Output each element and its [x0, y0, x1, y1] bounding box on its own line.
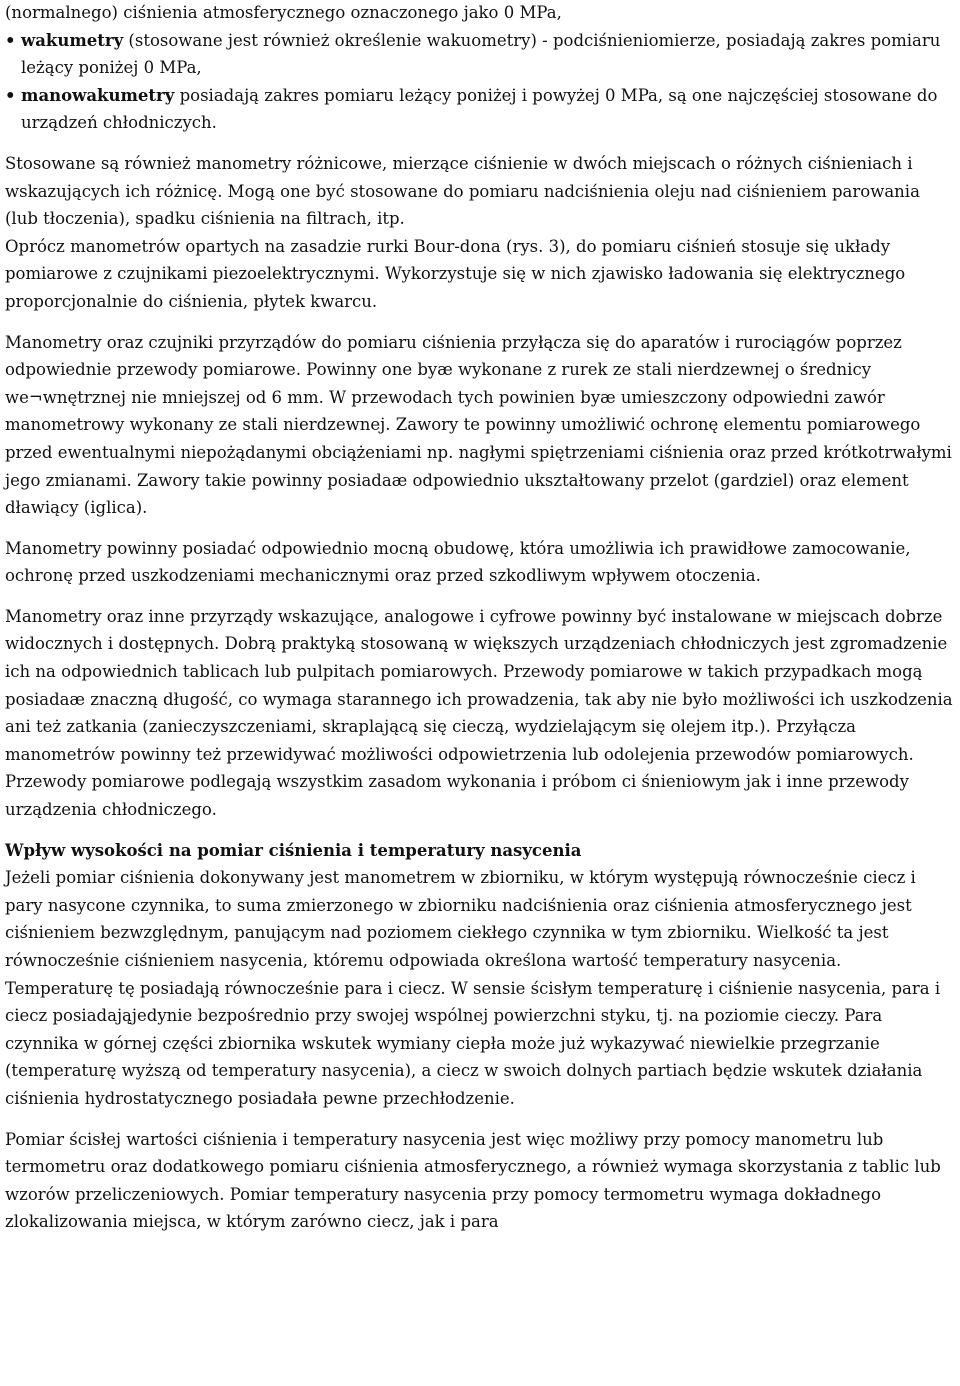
- section-heading: Wpływ wysokości na pomiar ciśnienia i temperatury nasycenia: [5, 840, 582, 860]
- list-item-term: wakumetry: [21, 30, 124, 50]
- list-item: [5, 27, 954, 82]
- paragraph-piezoelectric-sensors: Oprócz manometrów opartych na zasadzie rurki Bour-dona (rys. 3), do pomiaru ciśnień stosuje się układy pomiarowe z czujnikami piezoelektrycznymi. Wykorzystuje się w nich zjawisko ładowania się elektrycznego proporcjonalnie do ciśnienia, płytek kwarcu.: [5, 236, 906, 311]
- lead-text: (normalnego) ciśnienia atmosferycznego oznaczonego jako 0 MPa,: [5, 3, 562, 22]
- paragraph-gauge-housing: Manometry powinny posiadać odpowiednio mocną obudowę, która umożliwia ich prawidłowe zamocowanie, ochronę przed uszkodzeniami mechanicznymi oraz przed szkodliwym wpływem otoczenia.: [5, 538, 911, 586]
- gauge-type-list: [5, 27, 954, 137]
- paragraph-saturation-measurement: Pomiar ścisłej wartości ciśnienia i temperatury nasycenia jest więc możliwy przy pomocy manometru lub termometru oraz dodatkowego pomiaru ciśnienia atmosferycznego, a również wymaga skorzystania z tablic lub wzorów przeliczeniowych. Pomiar temperatury nasycenia przy pomocy termometru wymaga dokładnego zlokalizowania miejsca, w którym zarówno ciecz, jak i para: [5, 1129, 941, 1232]
- paragraph-saturation-pressure: Jeżeli pomiar ciśnienia dokonywany jest manometrem w zbiorniku, w którym występują równocześnie ciecz i pary nasycone czynnika, to suma zmierzonego w zbiorniku nadciśnienia oraz ciśnienia atmosferycznego jest ciśnieniem bezwzględnym, panującym nad poziomem ciekłego czynnika w tym zbiorniku. Wielkość ta jest równocześnie ciśnieniem nasycenia, któremu odpowiada określona wartość temperatury nasycenia. Temperaturę tę posiadają równocześnie para i ciecz. W sensie ścisłym temperaturę i ciśnienie nasycenia, para i ciecz posiadająjedynie bezpośrednio przy swojej wspólnej powierzchni styku, tj. na poziomie cieczy. Para czynnika w górnej części zbiornika wskutek wymiany ciepła może już wykazywać niewielkie przegrzanie (temperaturę wyższą od temperatury nasycenia), a ciecz w swoich dolnych partiach będzie wskutek działania ciśnienia hydrostatycznego posiadała pewne przechłodzenie.: [5, 868, 941, 1108]
- list-item-text: (stosowane jest również określenie wakuometry) - podciśnieniomierze, posiadają zakres pomiaru leżący poniżej 0 MPa,: [21, 30, 941, 78]
- list-item: [5, 82, 954, 137]
- paragraph-measurement-lines: Manometry oraz czujniki przyrządów do pomiaru ciśnienia przyłącza się do aparatów i rurociągów poprzez odpowiednie przewody pomiarowe. Powinny one byæ wykonane z rurek ze stali nierdzewnej o średnicy we¬wnętrznej nie mniejszej od 6 mm. W przewodach tych powinien byæ umieszczony odpowiedni zawór manometrowy wykonany ze stali nierdzewnej. Zawory te powinny umożliwić ochronę elementu pomiarowego przed ewentualnymi niepożądanymi obciążeniami np. nagłymi spiętrzeniami ciśnienia oraz przed krótkotrwałymi jego zmianami. Zawory takie powinny posiadaæ odpowiednio ukształtowany przelot (gardziel) oraz element dławiący (iglica).: [5, 332, 952, 518]
- paragraph-instrument-installation: Manometry oraz inne przyrządy wskazujące, analogowe i cyfrowe powinny być instalowane w miejscach dobrze widocznych i dostępnych. Dobrą praktyką stosowaną w większych urządzeniach chłodniczych jest zgromadzenie ich na odpowiednich tablicach lub pulpitach pomiarowych. Przewody pomiarowe w takich przypadkach mogą posiadaæ znaczną długość, co wymaga starannego ich prowadzenia, tak aby nie było możliwości ich uszkodzenia ani też zatkania (zanieczyszczeniami, skraplającą się cieczą, wydzielającym się olejem itp.). Przyłącza manometrów powinny też przewidywać możliwości odpowietrzenia lub odolejenia przewodów pomiarowych. Przewody pomiarowe podlegają wszystkim zasadom wykonania i próbom ci śnieniowym jak i inne przewody urządzenia chłodniczego.: [5, 606, 953, 820]
- paragraph-differential-gauges: Stosowane są również manometry różnicowe, mierzące ciśnienie w dwóch miejscach o różnych ciśnieniach i wskazujących ich różnicę. Mogą one być stosowane do pomiaru nadciśnienia oleju nad ciśnieniem parowania (lub tłoczenia), spadku ciśnienia na filtrach, itp.: [5, 153, 920, 229]
- list-item-text: posiadają zakres pomiaru leżący poniżej i powyżej 0 MPa, są one najczęściej stosowane do urządzeń chłodniczych.: [21, 85, 938, 133]
- list-item-term: manowakumetry: [21, 85, 175, 105]
